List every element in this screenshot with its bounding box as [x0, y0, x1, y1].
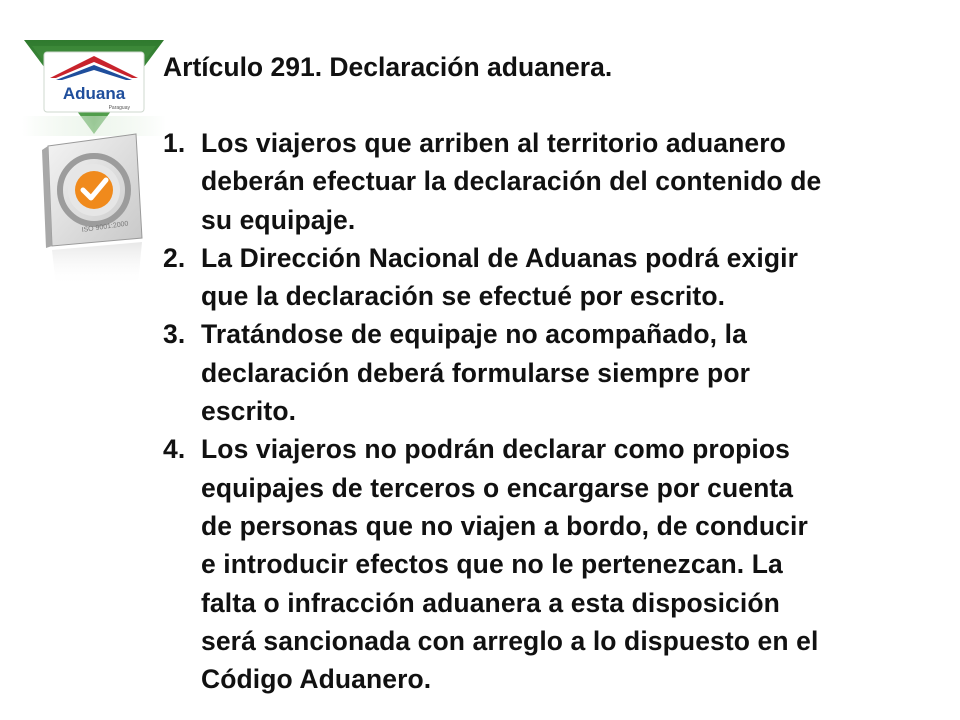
logo-country-text: Paraguay [108, 105, 130, 111]
article-line: Código Aduanero. [201, 664, 432, 695]
iso-seal [38, 128, 150, 288]
article-line: declaración deberá formularse siempre por [201, 357, 751, 388]
article-list [163, 124, 953, 698]
article-line: escrito. [201, 396, 297, 427]
article-item [163, 315, 953, 430]
article-line: La Dirección Nacional de Aduanas podrá exigir [201, 242, 798, 273]
article-number: 3. [163, 319, 186, 350]
article-item [163, 239, 953, 316]
page-title: Artículo 291. Declaración aduanera. [163, 52, 613, 82]
seal-iso-text: ISO 9001:2000 [81, 220, 129, 234]
article-number: 2. [163, 242, 186, 273]
article-line: Los viajeros no podrán declarar como propios [201, 434, 791, 465]
article-line: Los viajeros que arriben al territorio aduanero [201, 128, 786, 158]
article-number: 4. [163, 434, 186, 465]
article-item [163, 430, 953, 698]
article-line: que la declaración se efectué por escrito. [201, 281, 726, 312]
article-line: será sancionada con arreglo a lo dispuesto en el [201, 625, 819, 656]
article-number: 1. [163, 128, 186, 158]
aduana-logo [22, 38, 166, 136]
article-line: e introducir efectos que no le pertenezcan. La [201, 549, 783, 580]
article-line: equipajes de terceros o encargarse por cuenta [201, 472, 794, 503]
article-item [163, 124, 953, 239]
logo-brand-text: Aduana [62, 84, 126, 103]
article-line: Tratándose de equipaje no acompañado, la [201, 319, 747, 350]
article-line: su equipaje. [201, 204, 356, 235]
article-line: de personas que no viajen a bordo, de conducir [201, 510, 808, 541]
article-line: deberán efectuar la declaración del contenido de [201, 166, 822, 197]
article-line: falta o infracción aduanera a esta disposición [201, 587, 780, 618]
